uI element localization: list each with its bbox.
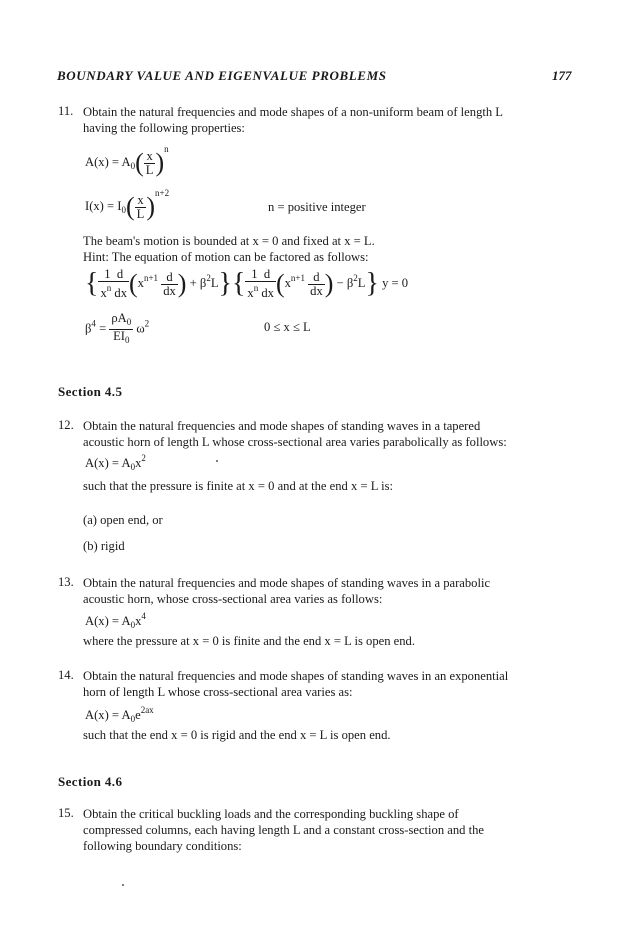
problem-text-line: following boundary conditions: bbox=[83, 839, 242, 853]
area-formula: $A(x) = A_0x^4$ bbox=[85, 611, 146, 630]
problem-number: 12. bbox=[58, 418, 74, 432]
domain-condition: 0 ≤ x ≤ L bbox=[264, 320, 311, 334]
option-a: (a) open end, or bbox=[83, 513, 163, 527]
problem-number: 14. bbox=[58, 668, 74, 682]
problem-text-line: compressed columns, each having length L and a constant cross-section and the bbox=[83, 823, 485, 837]
problem-number: 13. bbox=[58, 575, 74, 589]
problem-text-line: having the following properties: bbox=[83, 121, 245, 135]
problem-number: 11. bbox=[58, 104, 74, 118]
problem-text-line: such that the pressure is finite at x = 0 and at the end x = L is: bbox=[83, 479, 393, 493]
page-number: 177 bbox=[552, 68, 572, 83]
problem-text-line: acoustic horn, whose cross-sectional area varies as follows: bbox=[83, 592, 383, 606]
factored-equation: { $\frac{1 d}{x^n dx}$ ($x^{n+1}$ $\frac{d}{dx}$ ) + $\beta^2L$}{ $\frac{1 d}{x^n dx}$ ($x^{n+1}$ $\frac{d}{dx}$ ) − $\beta^2L$} y = 0 bbox=[85, 267, 409, 300]
n-condition: n = positive integer bbox=[268, 200, 366, 214]
section-heading: Section 4.5 bbox=[58, 384, 123, 399]
inertia-formula: $I(x) = I_0$( $\frac{x}{L}$ )$^{n+2}$ bbox=[85, 188, 170, 222]
section-heading: Section 4.6 bbox=[58, 774, 123, 789]
boundary-text: The beam's motion is bounded at x = 0 and fixed at x = L. bbox=[83, 234, 375, 248]
problem-number: 15. bbox=[58, 806, 74, 820]
problem-text-line: horn of length L whose cross-sectional area varies as: bbox=[83, 685, 353, 699]
problem-text-line: where the pressure at x = 0 is finite and the end x = L is open end. bbox=[83, 634, 415, 648]
problem-text-line: Obtain the natural frequencies and mode shapes of standing waves in a tapered bbox=[83, 419, 481, 433]
running-header: BOUNDARY VALUE AND EIGENVALUE PROBLEMS bbox=[57, 68, 387, 83]
area-formula: $A(x) = A_0$( $\frac{x}{L}$ )$^n$ bbox=[85, 144, 169, 178]
scan-speck bbox=[122, 884, 124, 886]
problem-text-line: Obtain the natural frequencies and mode shapes of a non-uniform beam of length L bbox=[83, 105, 504, 119]
option-b: (b) rigid bbox=[83, 539, 125, 553]
hint-text: Hint: The equation of motion can be factored as follows: bbox=[83, 250, 369, 264]
beta-definition: $\beta^4$ = $\frac{\rho A_0}{EI_0}$ $\omega^2$ bbox=[85, 311, 150, 345]
problem-text-line: Obtain the natural frequencies and mode shapes of standing waves in an exponential bbox=[83, 669, 509, 683]
area-formula: $A(x) = A_0e^{2ax}$ bbox=[85, 705, 154, 724]
problem-text-line: Obtain the natural frequencies and mode shapes of standing waves in a parabolic bbox=[83, 576, 491, 590]
problem-text-line: acoustic horn of length L whose cross-sectional area varies parabolically as follows: bbox=[83, 435, 507, 449]
area-formula: $A(x) = A_0x^2$ bbox=[85, 453, 146, 472]
problem-text-line: such that the end x = 0 is rigid and the end x = L is open end. bbox=[83, 728, 391, 742]
scan-speck bbox=[216, 460, 218, 462]
problem-text-line: Obtain the critical buckling loads and the corresponding buckling shape of bbox=[83, 807, 459, 821]
